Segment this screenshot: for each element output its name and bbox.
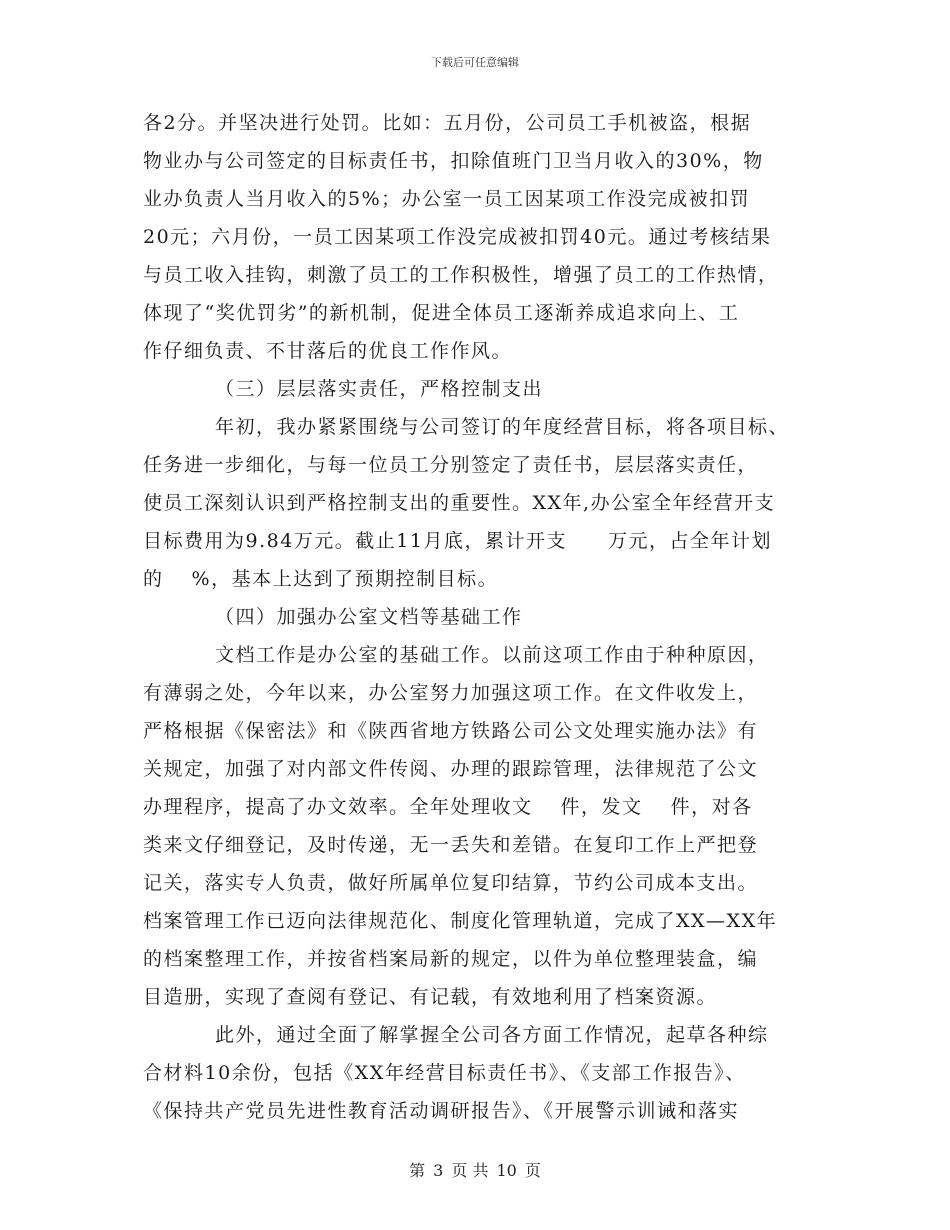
text-line: 业办负责人当月收入的5%；办公室一员工因某项工作没完成被扣罚	[143, 188, 751, 210]
text-line: 记关，落实专人负责，做好所属单位复印结算，节约公司成本支出。	[143, 872, 759, 894]
footer-total-pages: 10	[496, 1161, 517, 1180]
text-line: 任务进一步细化，与每一位员工分别签定了责任书，层层落实责任，	[143, 454, 759, 476]
text-line: 作仔细负责、不甘落后的优良工作作风。	[143, 340, 513, 362]
text-line: 《保持共产党员先进性教育活动调研报告》、《开展警示训诫和落实	[143, 1100, 740, 1122]
text-line: 目标费用为9.84万元。截止11月底，累计开支 万元，占全年计划	[143, 530, 772, 552]
footer-suffix: 页	[524, 1161, 541, 1180]
text-line: 与员工收入挂钩，刺激了员工的工作积极性，增强了员工的工作热情，	[143, 264, 779, 286]
text-line: 体现了“奖优罚劣”的新机制，促进全体员工逐渐养成追求向上、工	[143, 302, 740, 324]
text-line: （三）层层落实责任，严格控制支出	[215, 378, 544, 400]
text-line: 文档工作是办公室的基础工作。以前这项工作由于种种原因，	[215, 644, 769, 666]
page-header-note: 下载后可任意编辑	[431, 56, 519, 69]
footer-page-number: 3	[433, 1161, 444, 1180]
text-line: 使员工深刻认识到严格控制支出的重要性。XX年,办公室全年经营开支	[143, 492, 776, 514]
text-line: 严格根据《保密法》和《陕西省地方铁路公司公文处理实施办法》有	[143, 720, 759, 742]
text-line: 20元；六月份，一员工因某项工作没完成被扣罚40元。通过考核结果	[143, 226, 772, 248]
footer-mid: 页 共	[451, 1161, 489, 1180]
text-line: 档案管理工作已迈向法律规范化、制度化管理轨道，完成了XX—XX年	[143, 910, 778, 932]
text-line: 物业办与公司签定的目标责任书，扣除值班门卫当月收入的30%，物	[143, 150, 764, 172]
text-line: （四）加强办公室文档等基础工作	[215, 606, 523, 628]
text-line: 类来文仔细登记，及时传递，无一丢失和差错。在复印工作上严把登	[143, 834, 759, 856]
text-line: 合材料10余份，包括《XX年经营目标责任书》、《支部工作报告》、	[143, 1062, 746, 1084]
text-line: 此外，通过全面了解掌握全公司各方面工作情况，起草各种综	[215, 1024, 769, 1046]
text-line: 各2分。并坚决进行处罚。比如：五月份，公司员工手机被盗，根据	[143, 112, 752, 134]
text-line: 关规定，加强了对内部文件传阅、办理的跟踪管理，法律规范了公文	[143, 758, 759, 780]
text-line: 有薄弱之处，今年以来，办公室努力加强这项工作。在文件收发上，	[143, 682, 759, 704]
text-line: 的 %，基本上达到了预期控制目标。	[143, 568, 499, 590]
text-line: 目造册，实现了查阅有登记、有记载，有效地利用了档案资源。	[143, 986, 718, 1008]
footer-prefix: 第	[409, 1161, 426, 1180]
text-line: 办理程序，提高了办文效率。全年处理收文 件，发文 件，对各	[143, 796, 753, 818]
text-line: 年初，我办紧紧围绕与公司签订的年度经营目标，将各项目标、	[215, 416, 790, 438]
text-line: 的档案整理工作，并按省档案局新的规定，以件为单位整理装盒，编	[143, 948, 759, 970]
document-body	[143, 104, 823, 1130]
page-footer	[0, 1158, 950, 1181]
